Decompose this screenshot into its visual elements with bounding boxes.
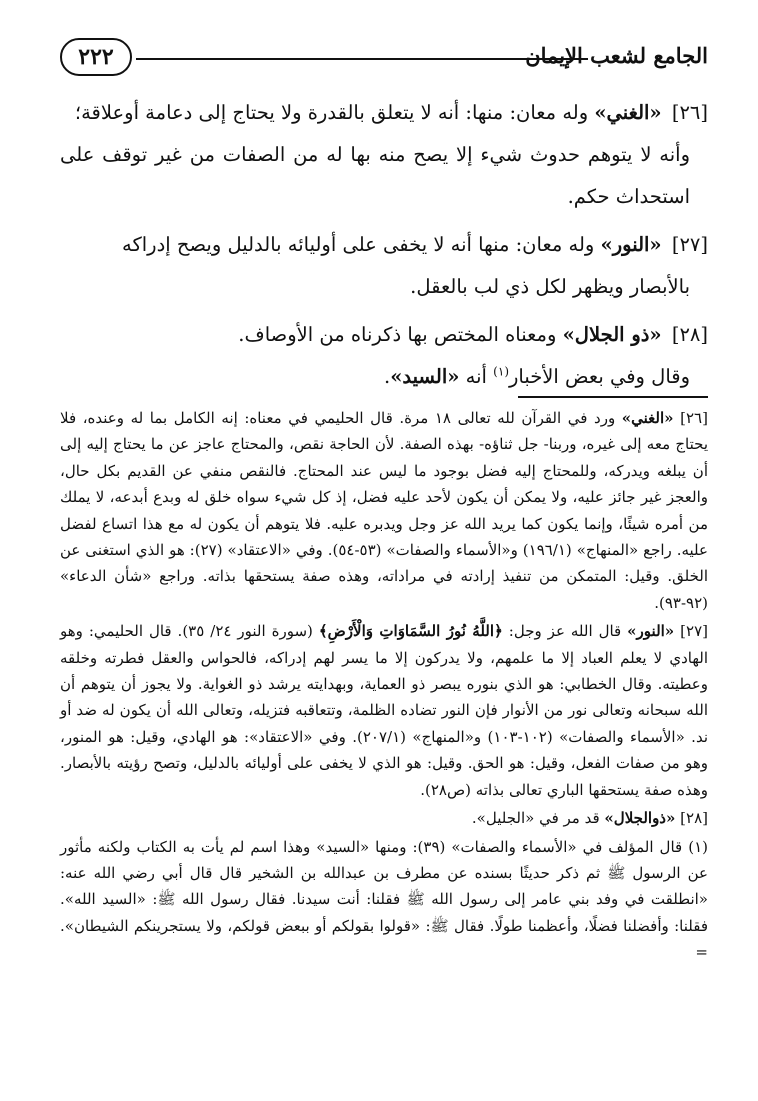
page-header — [60, 36, 708, 80]
entry-term: «ذو الجلال» — [562, 323, 662, 346]
quran-verse: ﴿اللَّهُ نُورُ السَّمَاوَاتِ وَالْأَرْضِ﴾ — [318, 622, 503, 641]
footnote-number: [٢٦] — [680, 409, 708, 427]
said-term: «السيد» — [390, 365, 460, 388]
entry-number: [٢٨] — [671, 323, 708, 346]
footnote-reference[interactable]: (١) — [493, 364, 509, 379]
entry-number: [٢٧] — [671, 233, 708, 256]
footnote-number: [٢٧] — [680, 622, 708, 641]
header-rule — [136, 58, 588, 60]
continued-mark: = — [695, 943, 708, 962]
entry-term: «الغني» — [594, 101, 662, 124]
footnote-term: «الغني» — [621, 409, 674, 427]
footnote-number: [٢٨] — [680, 809, 708, 828]
entry-text: وله معان: منها أنه لا يخفى على أوليائه بالدليل ويصح إدراكه — [122, 233, 595, 256]
footnote-1 — [60, 834, 708, 966]
entry-28 — [60, 314, 708, 398]
page-number: ٢٢٢ — [60, 38, 132, 76]
footnote-separator — [518, 396, 708, 398]
footnote-28 — [60, 805, 708, 831]
footnotes — [60, 405, 708, 968]
entry-number: [٢٦] — [671, 101, 708, 124]
entry-text: وله معان: منها: أنه لا يتعلق بالقدرة ولا يحتاج إلى دعامة أوعلاقة؛ — [74, 101, 589, 124]
entry-term: «النور» — [600, 233, 662, 256]
running-title: الجامع لشعب الإيمان — [525, 43, 708, 68]
footnote-26 — [60, 405, 708, 616]
footnote-text: (سورة النور ٢٤/ ٣٥). قال الحليمي: وهو الهادي لا يعلم العباد إلا ما علمهم، ولا يدركون إلا ما يسر لهم إدراكه، فالحواس والعقل فطرته وخلقه وعطيته. وقال الخطابي: هو الذي بنوره يبصر ذو العماية، وبهدايته يرشد ذو الغواية. ولا يجوز أن يتوهم أن الله سبحانه وتعالى نور من الأنوار فإن النور تضاده الظلمة، وتتعاقبه فتزيله، وتعالى الله أن يكون له ضد أو ند. «الأسماء والصفات» (١٠٢-١٠٣) و«المنهاج» (٢٠٧/١). وفي «الاعتقاد»: هو الهادي، وقيل: هو المنور، وهو من صفات الفعل، وقيل: هو الحق. وقيل: هو الذي لا يخفى على أوليائه بالدليل، وتصح رؤيته بالأبصار. وهذه صفة يستحقها الباري تعالى بذاته (ص٢٨). — [60, 622, 708, 799]
said-text: وقال وفي بعض الأخبار — [509, 365, 690, 388]
said-text-after: أنه — [465, 365, 487, 388]
entry-text-continued: بالأبصار ويظهر لكل ذي لب بالعقل. — [410, 275, 690, 298]
entry-text: ومعناه المختص بها ذكرناه من الأوصاف. — [238, 323, 557, 346]
said-line — [60, 356, 708, 398]
footnote-text: قال المؤلف في «الأسماء والصفات» (٣٩): ومنها «السيد» وهذا اسم لم يأت به الكتاب ولكنه مأثور عن الرسول ﷺ ثم ذكر حديثًا بسنده عن مطرف بن عبدالله بن الشخير قال قال أبي رضي الله عنه: «انطلقت في وفد بني عامر إلى رسول الله ﷺ فقلنا: أنت سيدنا. فقال رسول الله ﷺ: «السيد الله». فقلنا: وأفضلنا فضلًا، وأعظمنا طولًا. فقال ﷺ: «قولوا بقولكم أو ببعض قولكم، ولا يستجرينكم الشيطان». — [60, 837, 708, 935]
footnote-term: «ذوالجلال» — [604, 809, 676, 828]
main-text — [60, 92, 708, 404]
entry-27 — [60, 224, 708, 308]
entry-26 — [60, 92, 708, 218]
footnote-number: (١) — [688, 837, 708, 856]
footnote-27 — [60, 618, 708, 803]
footnote-text-pre: قال الله عز وجل: — [508, 622, 622, 641]
entry-text-continued: وأنه لا يتوهم حدوث شيء إلا يصح منه بها له من الصفات من غير توقف على استحداث حكم. — [60, 143, 690, 208]
said-end: . — [384, 365, 391, 388]
footnote-text: قد مر في «الجليل». — [471, 809, 600, 828]
footnote-text: ورد في القرآن لله تعالى ١٨ مرة. قال الحليمي في معناه: إنه الكامل بما له وعنده، فلا يحتاج معه إلى غيره، وربنا- جل ثناؤه- بهذه الصفة. لأن الحاجة نقص، والمحتاج عاجز عن ما يحتاج إليه إلى أن يبلغه ويدركه، وللمحتاج إليه فضل بوجود ما ليس عند المحتاج. فالنقص منفي عن القديم بكل حال، والعجز غير جائز عليه، ولا يمكن أن يكون لأحد عليه فضل، إذ كل شيء سواه خلق له وبدع أبدعه، لا يملك من أمره شيئًا، وإنما يكون كما يريد الله عز وجل ويدبره عليه. فلا يتوهم أن يكون له مع هذا اتساع لفضل عليه. راجع «المنهاج» (١٩٦/١) و«الأسماء والصفات» (٥٣-٥٤). وفي «الاعتقاد» (٢٧): هو الذي استغنى عن الخلق. وقيل: المتمكن من تنفيذ إرادته في مراداته، وهذه صفة يستحقها بذاته. وراجع «شأن الدعاء» (٩٢-٩٣). — [60, 409, 708, 612]
footnote-term: «النور» — [627, 622, 675, 641]
